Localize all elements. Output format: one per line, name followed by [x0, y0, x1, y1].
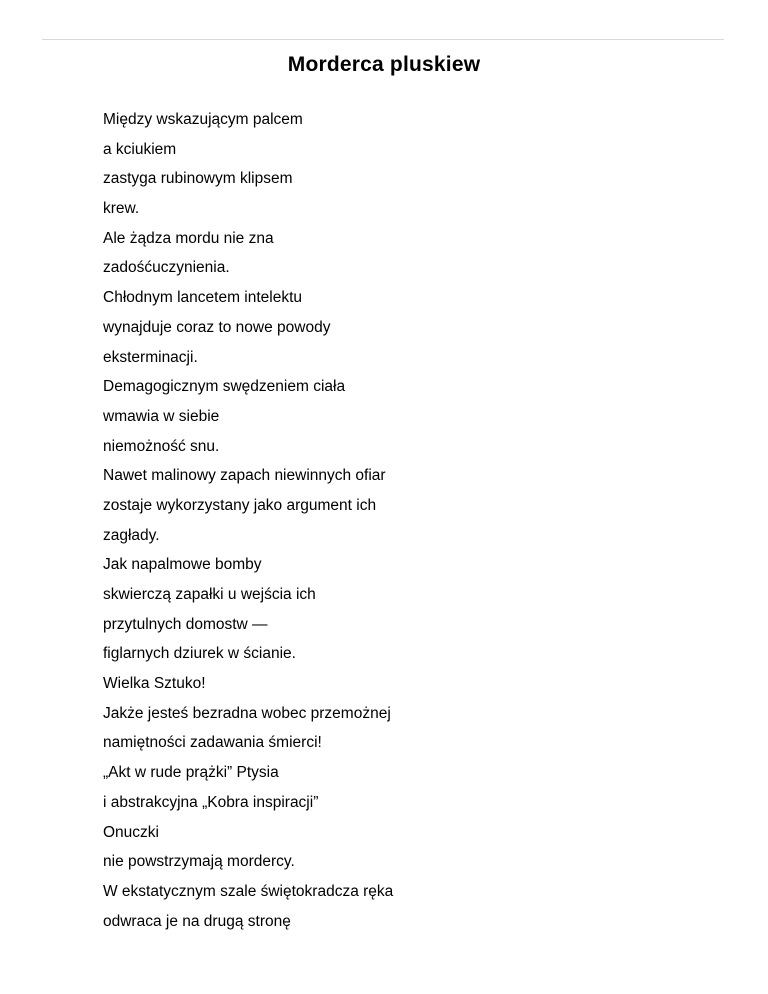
- poem-line: skwierczą zapałki u wejścia ich: [103, 586, 316, 603]
- poem-line: Wielka Sztuko!: [103, 675, 206, 693]
- poem-line: Jak napalmowe bomby: [103, 556, 262, 574]
- poem-line: W ekstatycznym szale świętokradcza ręka: [103, 882, 394, 900]
- poem-line: zostaje wykorzystany jako argument ich: [103, 496, 377, 514]
- poem-line: Onuczki: [103, 823, 159, 841]
- poem-line: wynajduje coraz to nowe powody: [103, 318, 331, 336]
- poem-line: przytulnych domostw —: [103, 615, 268, 633]
- top-divider: [42, 39, 724, 40]
- poem-line: i abstrakcyjna „Kobra inspiracji”: [103, 793, 319, 811]
- poem-line: wmawia w siebie: [103, 407, 220, 425]
- poem-line: nie powstrzymają mordercy.: [103, 853, 295, 871]
- poem-line: „Akt w rude prążki” Ptysia: [103, 764, 279, 782]
- poem-line: figlarnych dziurek w ścianie.: [103, 645, 296, 663]
- poem-line: Demagogicznym swędzeniem ciała: [103, 378, 346, 396]
- poem-line: krew.: [103, 200, 140, 218]
- poem-line: odwraca je na drugą stronę: [103, 912, 291, 930]
- poem-line: namiętności zadawania śmierci!: [103, 734, 322, 752]
- poem-line: Nawet malinowy zapach niewinnych ofiar: [103, 467, 386, 485]
- poem-line: zagłady.: [103, 526, 160, 544]
- poem-body: [103, 105, 393, 936]
- poem-line: zadośćuczynienia.: [103, 259, 230, 277]
- poem-line: Między wskazującym palcem: [103, 111, 303, 128]
- poem-line: Chłodnym lancetem intelektu: [103, 289, 303, 307]
- poem-line: eksterminacji.: [103, 348, 198, 366]
- poem-line: a kciukiem: [103, 140, 177, 158]
- poem-line: zastyga rubinowym klipsem: [103, 170, 293, 188]
- poem-line: niemożność snu.: [103, 437, 220, 455]
- poem-line: Ale żądza mordu nie zna: [103, 229, 274, 247]
- page-title: Morderca pluskiew: [287, 53, 481, 76]
- poem-line: Jakże jesteś bezradna wobec przemożnej: [103, 704, 391, 722]
